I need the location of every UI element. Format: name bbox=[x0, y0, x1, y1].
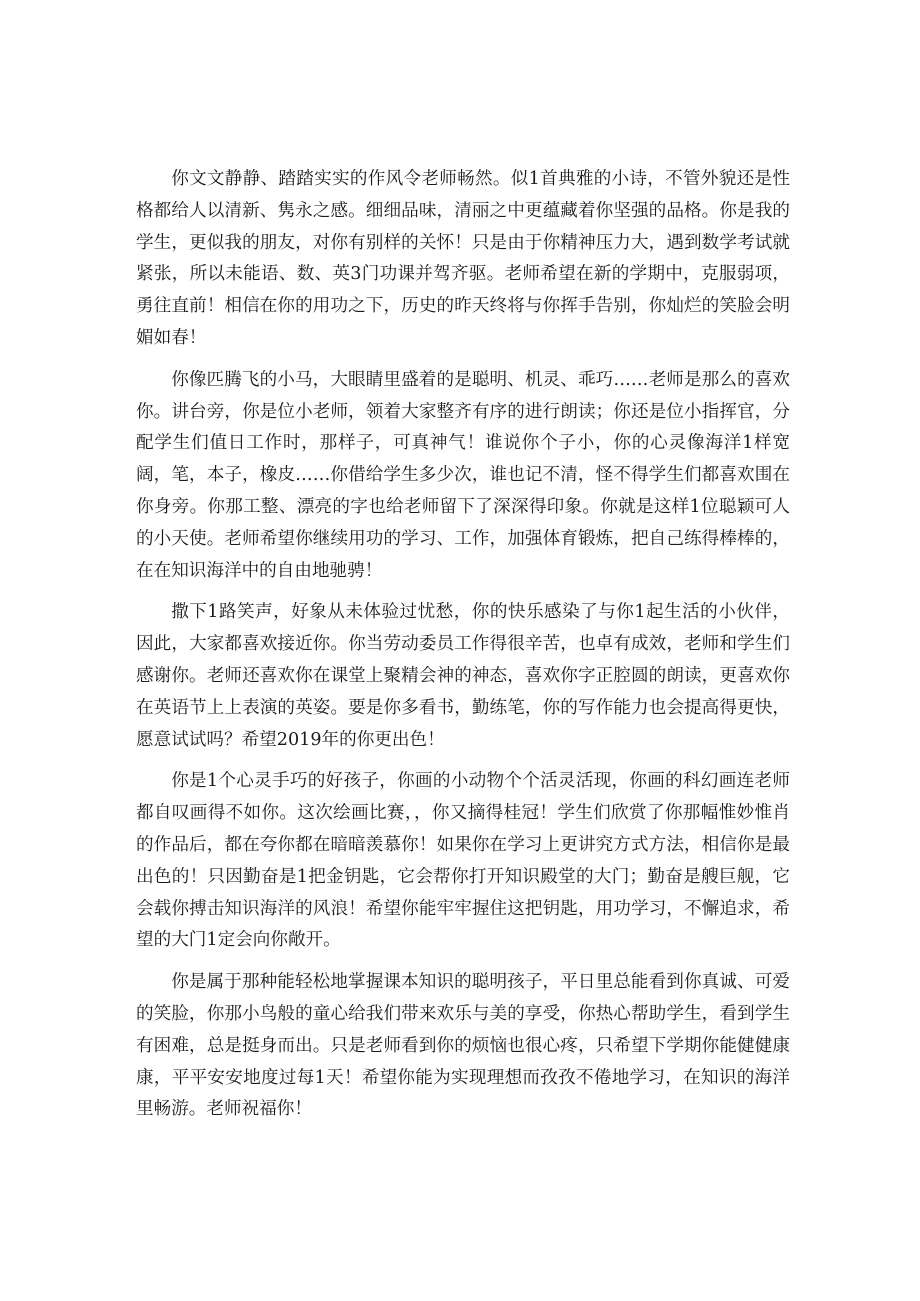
paragraph-2: 你像匹腾飞的小马，大眼睛里盛着的是聪明、机灵、乖巧……老师是那么的喜欢你。讲台旁，你是位小老师，领着大家整齐有序的进行朗读；你还是位小指挥官，分配学生们值日工作时，那样子，可真神气！谁说你个子小，你的心灵像海洋1样宽阔，笔，本子，橡皮……你借给学生多少次，谁也记不清，怪不得学生们都喜欢围在你身旁。你那工整、漂亮的字也给老师留下了深深得印象。你就是这样1位聪颖可人的小天使。老师希望你继续用功的学习、工作，加强体育锻炼，把自己练得棒棒的，在在知识海洋中的自由地驰骋！ bbox=[136, 369, 790, 581]
document-body bbox=[136, 164, 790, 1136]
paragraph-5: 你是属于那种能轻松地掌握课本知识的聪明孩子，平日里总能看到你真诚、可爱的笑脸，你那小鸟般的童心给我们带来欢乐与美的享受，你热心帮助学生，看到学生有困难，总是挺身而出。只是老师看到你的烦恼也很心疼，只希望下学期你能健健康康，平平安安地度过每1天！希望你能为实现理想而孜孜不倦地学习，在知识的海洋里畅游。老师祝福你！ bbox=[136, 972, 790, 1120]
paragraph-4: 你是1个心灵手巧的好孩子，你画的小动物个个活灵活现，你画的科幻画连老师都自叹画得不如你。这次绘画比赛，，你又摘得桂冠！学生们欣赏了你那幅惟妙惟肖的作品后，都在夸你都在暗暗羡慕你！如果你在学习上更讲究方式方法，相信你是最出色的！只因勤奋是1把金钥匙，它会帮你打开知识殿堂的大门；勤奋是艘巨舰，它会载你搏击知识海洋的风浪！希望你能牢牢握住这把钥匙，用功学习，不懈追求，希望的大门1定会向你敞开。 bbox=[136, 771, 790, 951]
paragraph-3: 撒下1路笑声，好象从未体验过忧愁，你的快乐感染了与你1起生活的小伙伴，因此，大家都喜欢接近你。你当劳动委员工作得很辛苦，也卓有成效，老师和学生们感谢你。老师还喜欢你在课堂上聚精会神的神态，喜欢你字正腔圆的朗读，更喜欢你在英语节上上表演的英姿。要是你多看书，勤练笔，你的写作能力也会提高得更快，愿意试试吗？希望2019年的你更出色！ bbox=[136, 602, 790, 750]
paragraph-1: 你文文静静、踏踏实实的作风令老师畅然。似1首典雅的小诗，不管外貌还是性格都给人以清新、隽永之感。细细品味，清丽之中更蕴藏着你坚强的品格。你是我的学生，更似我的朋友，对你有别样的关怀！只是由于你精神压力大，遇到数学考试就紧张，所以未能语、数、英3门功课并驾齐驱。老师希望在新的学期中，克服弱项，勇往直前！相信在你的用功之下，历史的昨天终将与你挥手告别，你灿烂的笑脸会明媚如春！ bbox=[136, 169, 790, 348]
